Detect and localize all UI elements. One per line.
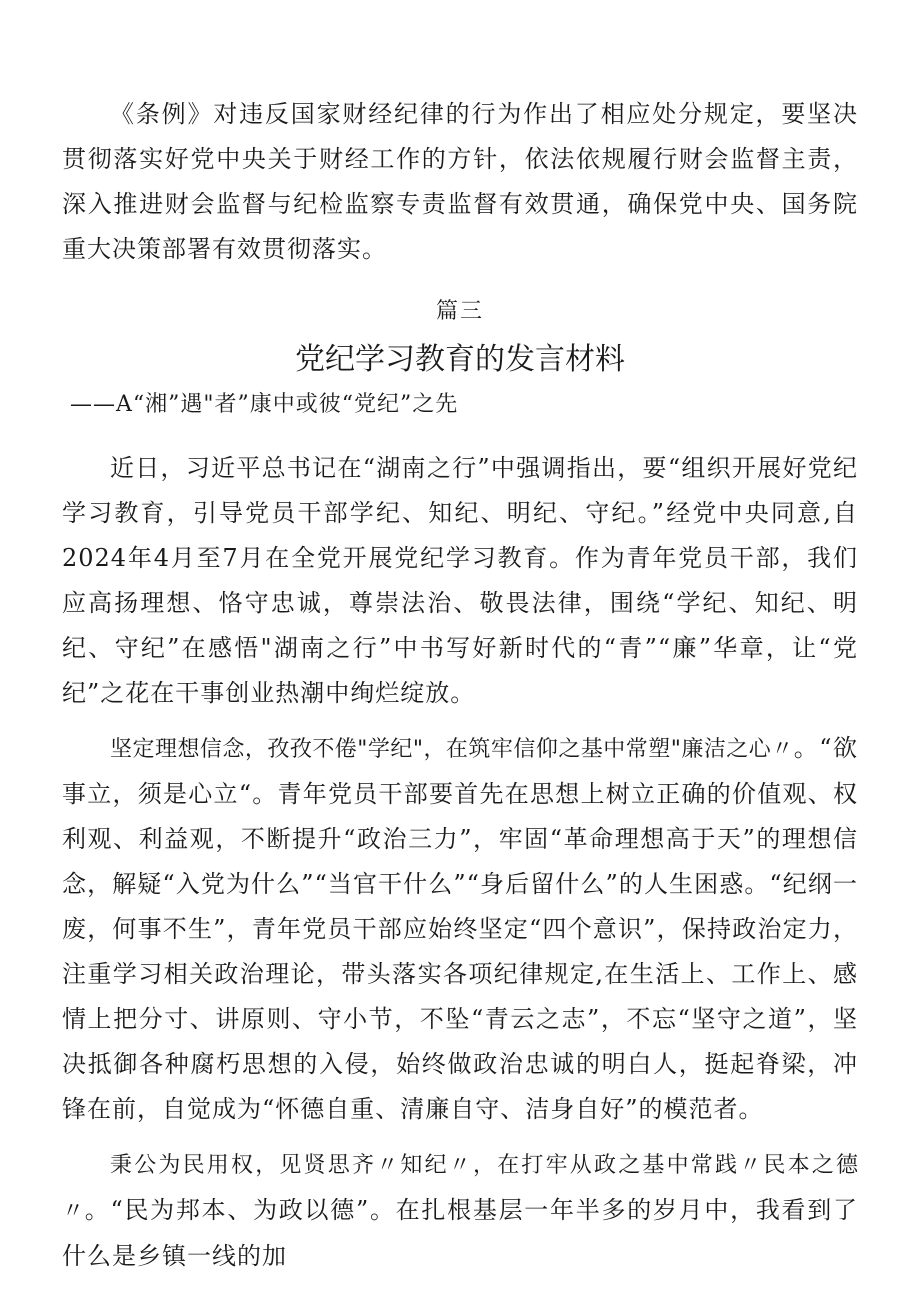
intro-paragraph: 《条例》对违反国家财经纪律的行为作出了相应处分规定，要坚决贯彻落实好党中央关于财经工作的方针，依法依规履行财会监督主责，深入推进财会监督与纪检监察专责监督有效贯通，确保党中央、国务院重大决策部署有效贯彻落实。: [62, 100, 858, 263]
body-paragraph-2: [62, 726, 858, 1132]
paragraph-lead: 坚定理想信念，孜孜不倦"学纪"，在筑牢信仰之基中常塑"廉洁之心〃: [110, 737, 794, 762]
paragraph-text: 。“民为邦本、为政以德”。在扎根基层一年半多的岁月中，我看到了什么是乡镇一线的加: [62, 1196, 858, 1270]
section-number: 篇三: [435, 299, 484, 324]
paragraph-text: 近日，习近平总书记在“湖南之行”中强调指出，要“组织开展好党纪学习教育，引导党员干部学纪、知纪、明纪、守纪。”经党中央同意,自2024年4月至7月在全党开展党纪学习教育。作为青年党员干部，我们应高扬理想、恪守忠诚，尊崇法治、敬畏法律，围绕“学纪、知纪、明纪、守纪”在感悟"湖南之行”中书写好新时代的“青”“廉”华章，让“党纪”之花在干事创业热潮中绚烂绽放。: [62, 454, 858, 707]
document-title: 党纪学习教育的发言材料: [295, 342, 625, 377]
paragraph-text: 。“欲事立，须是心立“。青年党员干部要首先在思想上树立正确的价值观、权利观、利益观，不断提升“政治三力”，牢固“革命理想高于天”的理想信念，解疑“入党为什么”“当官干什么”“身后留什么”的人生困惑。“纪纲一废，何事不生”，青年党员干部应始终坚定“四个意识”，保持政治定力，注重学习相关政治理论，带头落实各项纪律规定,在生活上、工作上、感情上把分寸、讲原则、守小节，不坠“青云之志”，不忘“坚守之道”，坚决抵御各种腐朽思想的入侵，始终做政治忠诚的明白人，挺起脊梁，冲锋在前，自觉成为“怀德自重、清廉自守、洁身自好”的模范者。: [62, 734, 858, 1123]
document-page: [62, 92, 858, 1279]
document-subtitle: ——A“湘”遇"者”康中或彼“党纪”之先: [70, 392, 459, 417]
body-paragraph-1: [62, 446, 858, 716]
paragraph-lead: 秉公为民用权，见贤思齐〃知纪〃，在打牢从政之基中常践〃民本之德〃: [62, 1153, 858, 1224]
body-paragraph-3: [62, 1142, 858, 1279]
